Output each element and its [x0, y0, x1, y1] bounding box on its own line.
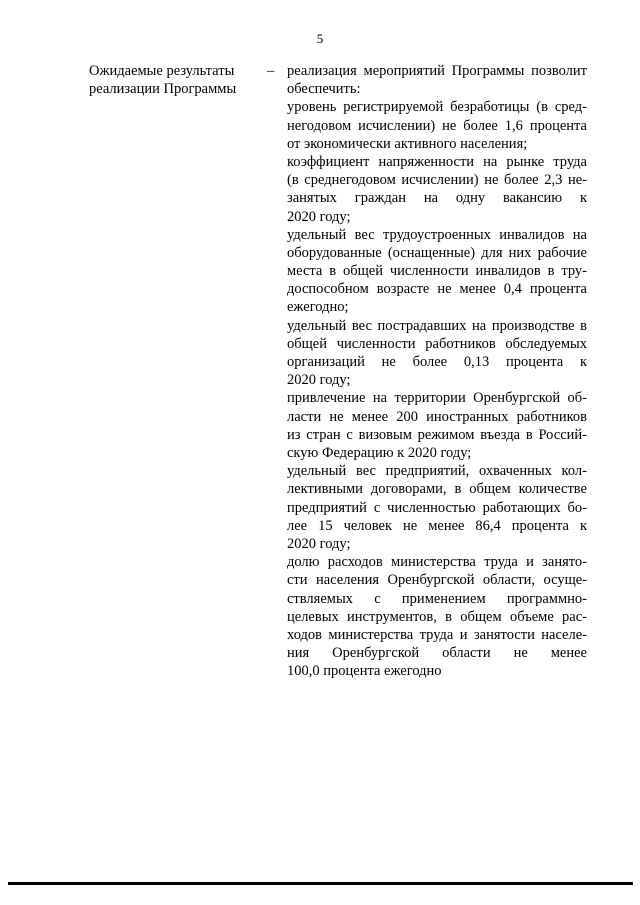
text-line: удельный вес предприятий, охваченных кол-: [287, 463, 587, 480]
text-line: долю расходов министерства труда и занято-: [287, 554, 587, 571]
text-line: лективными договорами, в общем количестве: [287, 481, 587, 498]
text-line: 2020 году;: [287, 372, 351, 389]
text-line: негодовом исчислении) не более 1,6 процента: [287, 117, 587, 134]
text-line: удельный вес пострадавших на производстве в: [287, 317, 587, 334]
text-line: оборудованные (оснащенные) для них рабочие: [287, 244, 587, 261]
bottom-rule: [8, 882, 633, 885]
text-line: коэффициент напряженности на рынке труда: [287, 153, 587, 170]
text-line: сти населения Оренбургской области, осуще-: [287, 572, 587, 589]
text-line: ежегодно;: [287, 299, 349, 316]
text-line: общей численности работников обследуемых: [287, 335, 587, 352]
text-line: скую Федерацию к 2020 году;: [287, 445, 472, 462]
text-line: из стран с визовым режимом въезда в Россий-: [287, 426, 587, 443]
section-label-line-2: реализации Программы: [89, 81, 237, 98]
text-line: уровень регистрируемой безработицы (в сред-: [287, 99, 587, 116]
text-line: обеспечить:: [287, 81, 361, 98]
text-line: лее 15 человек не менее 86,4 процента к: [287, 517, 587, 534]
page-number: 5: [316, 31, 324, 46]
text-line: реализация мероприятий Программы позволит: [287, 63, 587, 79]
text-line: 2020 году;: [287, 208, 351, 225]
text-line: места в общей численности инвалидов в тру-: [287, 263, 587, 280]
section-label: [89, 62, 264, 98]
text-line: ласти не менее 200 иностранных работников: [287, 408, 587, 425]
text-line: привлечение на территории Оренбургской об-: [287, 390, 587, 407]
text-line: предприятий с численностью работающих бо-: [287, 499, 587, 516]
expected-results-text: [287, 62, 587, 681]
text-line: удельный вес трудоустроенных инвалидов на: [287, 226, 587, 243]
text-line: ния Оренбургской области не менее: [287, 645, 587, 662]
text-line: 100,0 процента ежегодно: [287, 663, 442, 680]
text-line: (в среднегодовом исчислении) не более 2,3 не-: [287, 172, 587, 189]
text-line: ходов министерства труда и занятости населе-: [287, 626, 587, 643]
section-label-line-1: Ожидаемые результаты: [89, 63, 235, 79]
text-line: 2020 году;: [287, 535, 351, 552]
text-line: организаций не более 0,13 процента к: [287, 354, 587, 371]
text-line: от экономически активного населения;: [287, 135, 528, 152]
text-line: ствляемых с применением программно-: [287, 590, 587, 607]
text-line: целевых инструментов, в общем объеме рас-: [287, 608, 587, 625]
separator-dash: –: [267, 63, 275, 79]
text-line: занятых граждан на одну вакансию к: [287, 190, 587, 207]
text-line: доспособном возрасте не менее 0,4 процента: [287, 281, 587, 298]
